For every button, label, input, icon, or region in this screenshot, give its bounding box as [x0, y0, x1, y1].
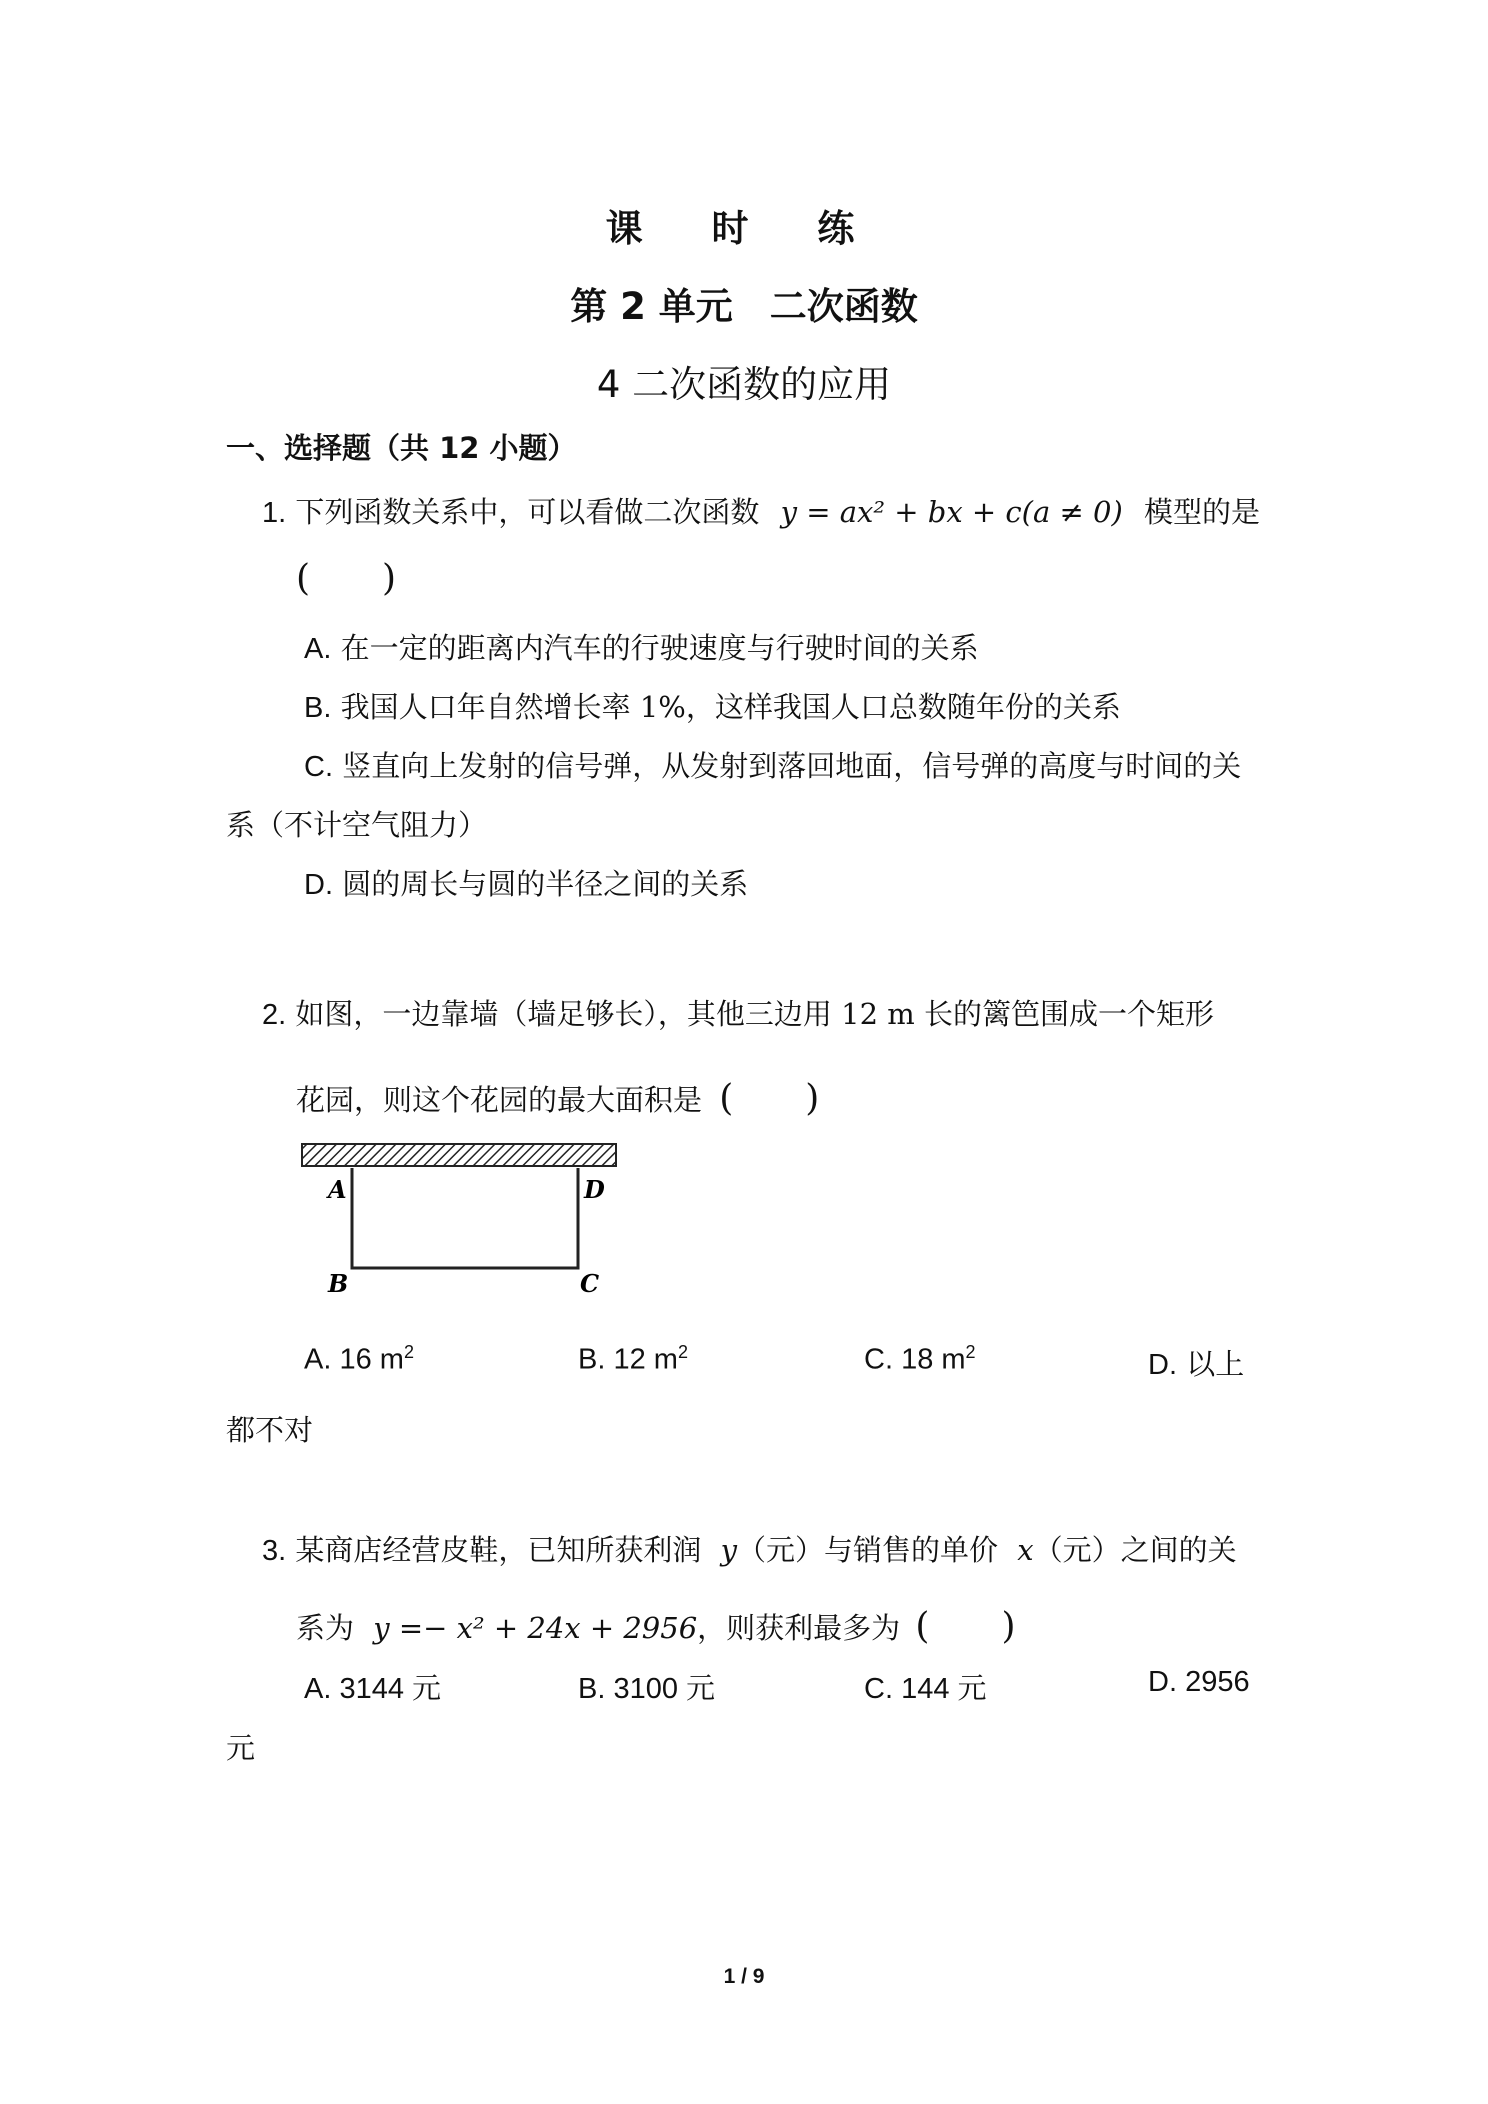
q1-option-b	[304, 685, 1121, 726]
q1-option-d-letter: D.	[304, 869, 333, 901]
q2-option-a-letter: A.	[304, 1343, 332, 1376]
q3-option-a	[304, 1666, 441, 1707]
q3-option-d-wrap: 元	[226, 1731, 256, 1765]
q3-option-d-text: 2956	[1185, 1666, 1250, 1698]
q2-option-c	[864, 1342, 976, 1377]
q2-line2	[296, 1070, 819, 1121]
q1-formula: y = ax² + bx + c(a ≠ 0)	[780, 495, 1123, 529]
q1-option-a	[304, 626, 979, 667]
q3-option-a-letter: A.	[304, 1673, 332, 1705]
q3-text-d: 系为	[296, 1611, 355, 1645]
section-heading: 一、选择题（共 12 小题）	[226, 431, 577, 465]
q1-option-c-letter: C.	[304, 751, 333, 783]
q2-option-c-letter: C.	[864, 1343, 893, 1376]
q3-option-c-letter: C.	[864, 1673, 893, 1705]
q2-option-b-text: 12 m	[613, 1343, 678, 1376]
q3-text-e: ，则获利最多为	[697, 1611, 901, 1645]
q2-option-a-sup: 2	[403, 1342, 414, 1362]
q2-option-a	[304, 1342, 414, 1377]
q1-option-c-wrap: 系（不计空气阻力）	[226, 808, 488, 842]
q2-option-d-letter: D.	[1148, 1349, 1177, 1381]
q1-answer-paren: ( )	[296, 558, 397, 599]
q3-text-a: 某商店经营皮鞋，已知所获利润	[295, 1533, 702, 1567]
label-a: A	[328, 1175, 347, 1204]
q1-option-a-letter: A.	[304, 633, 332, 665]
q2-number: 2.	[262, 999, 287, 1031]
q3-formula: y =− x² + 24x + 2956	[373, 1611, 698, 1645]
q1-text-end: 模型的是	[1143, 495, 1260, 529]
q1-option-b-text: 我国人口年自然增长率 1%，这样我国人口总数随年份的关系	[340, 690, 1121, 724]
q3-option-c-text: 144 元	[901, 1673, 987, 1705]
q3-text-c: （元）之间的关	[1033, 1533, 1237, 1567]
doc-title: 课 时 练	[605, 207, 883, 250]
q2-answer-paren: ( )	[719, 1078, 820, 1119]
q2-line1	[262, 992, 1214, 1033]
q2-option-b-sup: 2	[677, 1342, 688, 1362]
q3-option-a-text: 3144 元	[339, 1673, 442, 1705]
q1-option-c	[304, 744, 1241, 785]
q2-text-line1: 如图，一边靠墙（墙足够长），其他三边用 12 m 长的篱笆围成一个矩形	[295, 997, 1214, 1031]
garden-figure	[298, 1142, 628, 1302]
q3-var-y: y	[720, 1533, 738, 1567]
label-c: C	[580, 1269, 600, 1298]
q1-option-d	[304, 862, 748, 903]
q3-line1	[262, 1528, 1237, 1569]
lesson-title: 4 二次函数的应用	[596, 363, 892, 406]
q1-option-d-text: 圆的周长与圆的半径之间的关系	[342, 867, 749, 901]
q3-answer-paren: ( )	[915, 1606, 1016, 1647]
q3-option-b	[578, 1666, 715, 1707]
q2-option-d-text: 以上	[1186, 1347, 1245, 1381]
fence-rectangle	[352, 1168, 578, 1268]
q2-text-line2: 花园，则这个花园的最大面积是	[296, 1083, 703, 1117]
q3-line2	[296, 1598, 1016, 1649]
q1-number: 1.	[262, 497, 287, 529]
q2-option-d	[1148, 1342, 1244, 1383]
q1-line1	[262, 490, 1260, 531]
q2-option-b-letter: B.	[578, 1343, 606, 1376]
label-b: B	[328, 1269, 349, 1298]
q3-option-d	[1148, 1666, 1250, 1699]
q2-option-b	[578, 1342, 688, 1377]
q3-number: 3.	[262, 1535, 287, 1567]
q2-option-c-sup: 2	[965, 1342, 976, 1362]
q1-option-a-text: 在一定的距离内汽车的行驶速度与行驶时间的关系	[340, 631, 979, 665]
q3-option-d-letter: D.	[1148, 1666, 1177, 1698]
page-number: 1 / 9	[723, 1965, 765, 1988]
q3-var-x: x	[1017, 1533, 1034, 1567]
q3-text-b: （元）与销售的单价	[737, 1533, 999, 1567]
q1-option-b-letter: B.	[304, 692, 332, 724]
q2-option-a-text: 16 m	[339, 1343, 404, 1376]
label-d: D	[584, 1175, 605, 1204]
unit-title: 第 2 单元 二次函数	[570, 285, 918, 328]
q3-option-b-letter: B.	[578, 1673, 606, 1705]
q3-option-b-text: 3100 元	[613, 1673, 716, 1705]
q1-option-c-text: 竖直向上发射的信号弹，从发射到落回地面，信号弹的高度与时间的关	[342, 749, 1242, 783]
q2-option-c-text: 18 m	[901, 1343, 966, 1376]
wall-hatch	[302, 1144, 616, 1166]
q1-text: 下列函数关系中，可以看做二次函数	[295, 495, 760, 529]
q2-option-d-wrap: 都不对	[226, 1413, 314, 1447]
q3-option-c	[864, 1666, 987, 1707]
